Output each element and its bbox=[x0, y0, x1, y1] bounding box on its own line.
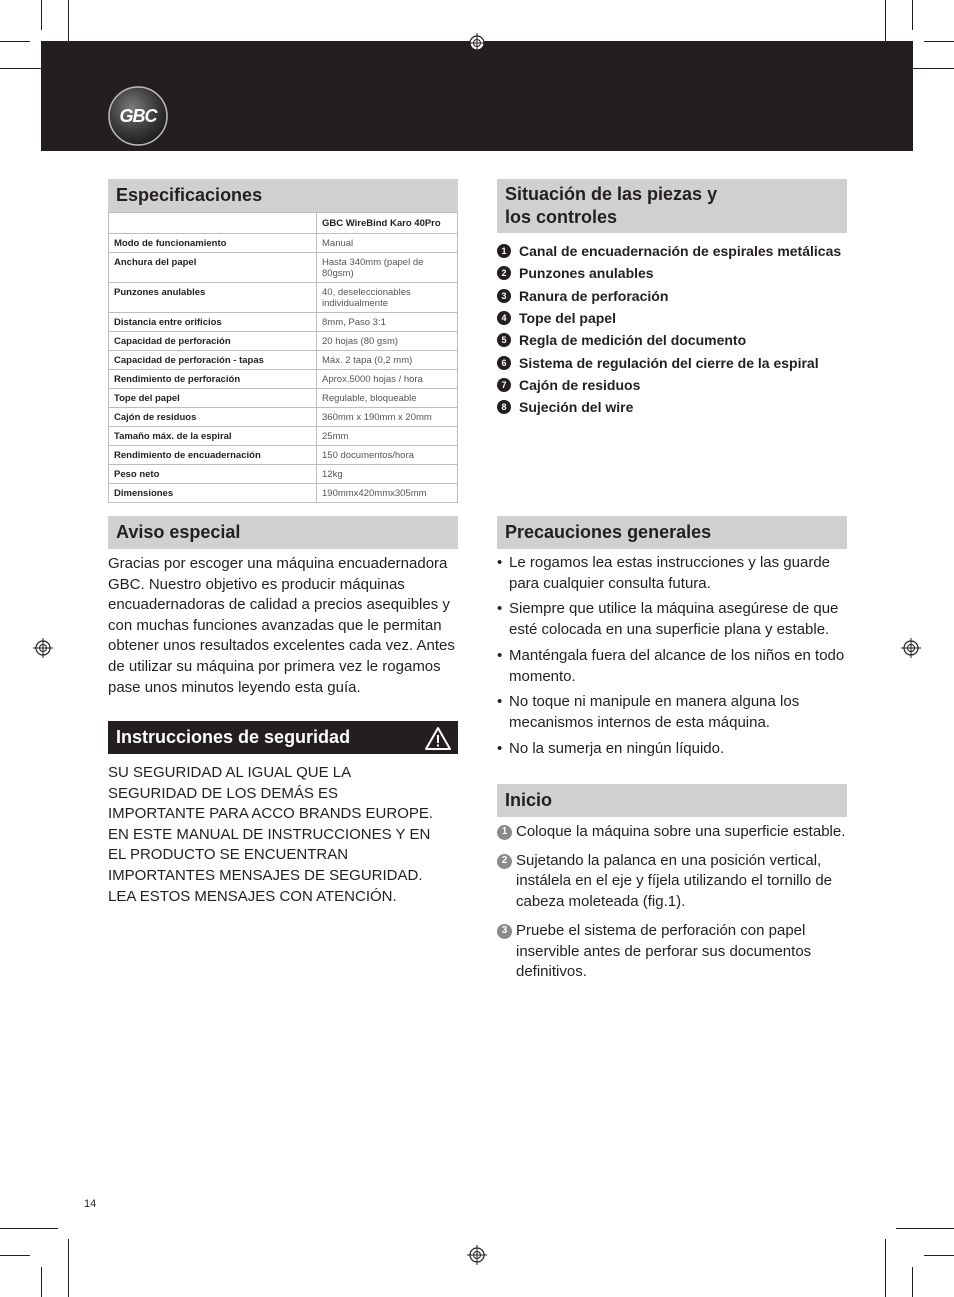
spec-value: Hasta 340mm (papel de 80gsm) bbox=[317, 253, 458, 283]
spec-value: 360mm x 190mm x 20mm bbox=[317, 408, 458, 427]
crop-mark bbox=[912, 1267, 913, 1297]
list-item bbox=[497, 396, 857, 418]
table-row bbox=[109, 389, 458, 408]
specs-heading bbox=[108, 179, 458, 212]
table-header-row bbox=[109, 213, 458, 234]
table-row bbox=[109, 313, 458, 332]
spec-value: 20 hojas (80 gsm) bbox=[317, 332, 458, 351]
spec-label: Cajón de residuos bbox=[109, 408, 317, 427]
list-item bbox=[497, 692, 849, 733]
start-heading bbox=[497, 784, 847, 817]
specs-title: Especificaciones bbox=[116, 185, 263, 205]
list-item bbox=[497, 599, 849, 640]
start-title: Inicio bbox=[505, 790, 553, 810]
crop-mark bbox=[0, 41, 30, 42]
step-number-badge: 2 bbox=[497, 854, 512, 869]
precaution-text: Siempre que utilice la máquina asegúrese de que esté colocada en una superficie plana y estable. bbox=[509, 600, 839, 639]
spec-value: 190mmx420mmx305mm bbox=[317, 484, 458, 503]
spec-value: 12kg bbox=[317, 465, 458, 484]
bullet-icon: • bbox=[497, 739, 503, 757]
spec-label: Rendimiento de encuadernación bbox=[109, 446, 317, 465]
crop-mark bbox=[0, 1228, 58, 1229]
step-number-badge: 3 bbox=[497, 924, 512, 939]
table-row bbox=[109, 351, 458, 370]
crop-mark bbox=[912, 0, 913, 30]
page-number: 14 bbox=[84, 1198, 97, 1210]
spec-value: 8mm, Paso 3:1 bbox=[317, 313, 458, 332]
registration-mark-icon bbox=[33, 638, 53, 658]
part-label: Tope del papel bbox=[519, 310, 616, 327]
part-label: Punzones anulables bbox=[519, 265, 654, 282]
list-item bbox=[497, 553, 849, 594]
crop-mark bbox=[68, 1239, 69, 1297]
spec-label: Tamaño máx. de la espiral bbox=[109, 427, 317, 446]
part-number-badge: 8 bbox=[497, 400, 511, 414]
precautions-heading bbox=[497, 516, 847, 549]
spec-label: Dimensiones bbox=[109, 484, 317, 503]
table-row bbox=[109, 283, 458, 313]
table-row bbox=[109, 465, 458, 484]
part-number-badge: 3 bbox=[497, 289, 511, 303]
list-item bbox=[497, 374, 857, 396]
part-label: Regla de medición del documento bbox=[519, 332, 747, 349]
part-number-badge: 5 bbox=[497, 333, 511, 347]
spec-label: Peso neto bbox=[109, 465, 317, 484]
list-item bbox=[497, 240, 857, 262]
parts-title-line2: los controles bbox=[505, 207, 618, 227]
spec-label: Punzones anulables bbox=[109, 283, 317, 313]
spec-value: Aprox.5000 hojas / hora bbox=[317, 370, 458, 389]
bullet-icon: • bbox=[497, 693, 503, 711]
spec-label: Capacidad de perforación bbox=[109, 332, 317, 351]
table-row bbox=[109, 253, 458, 283]
precaution-text: Le rogamos lea estas instrucciones y las guarde para cualquier consulta futura. bbox=[509, 554, 831, 592]
precaution-text: Manténgala fuera del alcance de los niños en todo momento. bbox=[509, 646, 845, 685]
spec-value: 40, deseleccionables individualmente bbox=[317, 283, 458, 313]
spec-label: Modo de funcionamiento bbox=[109, 234, 317, 253]
table-row bbox=[109, 408, 458, 427]
list-item bbox=[497, 921, 849, 983]
spec-value: Manual bbox=[317, 234, 458, 253]
logo-text: GBC bbox=[119, 106, 157, 126]
safety-text: SU SEGURIDAD AL IGUAL QUE LA SEGURIDAD DE LOS DEMÁS ES IMPORTANTE PARA ACCO BRANDS EUROPE. EN ESTE MANUAL DE INSTRUCCIONES Y EN EL PRODUCTO SE ENCUENTRAN IMPORTANTES MENSAJES DE SEGURIDAD. LEA ESTOS MENSAJES CON ATENCIÓN. bbox=[108, 764, 434, 905]
warning-triangle-icon bbox=[424, 726, 452, 751]
part-number-badge: 6 bbox=[497, 356, 511, 370]
part-label: Sistema de regulación del cierre de la espiral bbox=[519, 354, 819, 371]
spec-value: 150 documentos/hora bbox=[317, 446, 458, 465]
table-row bbox=[109, 332, 458, 351]
crop-mark bbox=[0, 1255, 30, 1256]
registration-mark-icon bbox=[901, 638, 921, 658]
gbc-logo bbox=[108, 86, 168, 146]
precaution-text: No la sumerja en ningún líquido. bbox=[509, 739, 725, 757]
registration-mark-icon bbox=[467, 1245, 487, 1265]
crop-mark bbox=[885, 1239, 886, 1297]
spec-label: Anchura del papel bbox=[109, 253, 317, 283]
step-text: Pruebe el sistema de perforación con papel inservible antes de perforar sus documentos definitivos. bbox=[516, 921, 812, 981]
part-number-badge: 4 bbox=[497, 311, 511, 325]
notice-text: Gracias por escoger una máquina encuadernadora GBC. Nuestro objetivo es producir máquinas encuadernadoras de calidad a precios asequibles y con muchas funciones avanzadas que le permitan obtener unos resultados excelentes cada vez. Antes de utilizar su máquina por primera vez le rogamos pase unos minutos leyendo esta guía. bbox=[108, 555, 455, 696]
list-item bbox=[497, 329, 857, 351]
spec-value: Regulable, bloqueable bbox=[317, 389, 458, 408]
table-row bbox=[109, 427, 458, 446]
notice-heading bbox=[108, 516, 458, 549]
crop-mark bbox=[41, 1267, 42, 1297]
part-label: Cajón de residuos bbox=[519, 376, 641, 393]
list-item bbox=[497, 739, 849, 760]
part-number-badge: 7 bbox=[497, 378, 511, 392]
registration-mark-icon bbox=[467, 33, 487, 53]
safety-heading bbox=[108, 721, 458, 754]
safety-title: Instrucciones de seguridad bbox=[116, 727, 351, 747]
part-label: Sujeción del wire bbox=[519, 399, 634, 416]
specs-table bbox=[108, 212, 458, 503]
crop-mark bbox=[41, 0, 42, 30]
bullet-icon: • bbox=[497, 646, 503, 664]
table-row bbox=[109, 370, 458, 389]
step-text: Coloque la máquina sobre una superficie estable. bbox=[516, 823, 846, 840]
list-item bbox=[497, 851, 849, 913]
table-row bbox=[109, 446, 458, 465]
precautions-list bbox=[497, 553, 849, 765]
part-number-badge: 2 bbox=[497, 266, 511, 280]
crop-mark bbox=[896, 1228, 954, 1229]
table-header-empty bbox=[109, 213, 317, 234]
list-item bbox=[497, 822, 849, 843]
table-row bbox=[109, 234, 458, 253]
step-text: Sujetando la palanca en una posición vertical, instálela en el eje y fíjela utilizando el tornillo de cabeza moleteada (fig.1). bbox=[516, 851, 833, 911]
precautions-title: Precauciones generales bbox=[505, 522, 712, 542]
spec-label: Tope del papel bbox=[109, 389, 317, 408]
step-number-badge: 1 bbox=[497, 825, 512, 840]
table-row bbox=[109, 484, 458, 503]
list-item bbox=[497, 285, 857, 307]
precaution-text: No toque ni manipule en manera alguna los mecanismos internos de esta máquina. bbox=[509, 693, 800, 732]
bullet-icon: • bbox=[497, 600, 503, 618]
list-item bbox=[497, 351, 857, 373]
parts-heading bbox=[497, 179, 847, 233]
notice-title: Aviso especial bbox=[116, 522, 241, 542]
part-number-badge: 1 bbox=[497, 244, 511, 258]
spec-label: Capacidad de perforación - tapas bbox=[109, 351, 317, 370]
crop-mark bbox=[924, 41, 954, 42]
part-label: Ranura de perforación bbox=[519, 287, 669, 304]
parts-title-line1: Situación de las piezas y bbox=[505, 184, 718, 204]
spec-label: Rendimiento de perforación bbox=[109, 370, 317, 389]
list-item bbox=[497, 646, 849, 687]
spec-value: Máx. 2 tapa (0,2 mm) bbox=[317, 351, 458, 370]
model-header: GBC WireBind Karo 40Pro bbox=[317, 213, 458, 234]
header-band bbox=[41, 41, 913, 151]
part-label: Canal de encuadernación de espirales metálicas bbox=[519, 243, 842, 260]
spec-value: 25mm bbox=[317, 427, 458, 446]
list-item bbox=[497, 262, 857, 284]
spec-label: Distancia entre orificios bbox=[109, 313, 317, 332]
start-steps-list bbox=[497, 822, 849, 991]
parts-list bbox=[497, 240, 857, 418]
list-item bbox=[497, 307, 857, 329]
bullet-icon: • bbox=[497, 554, 503, 571]
crop-mark bbox=[924, 1255, 954, 1256]
